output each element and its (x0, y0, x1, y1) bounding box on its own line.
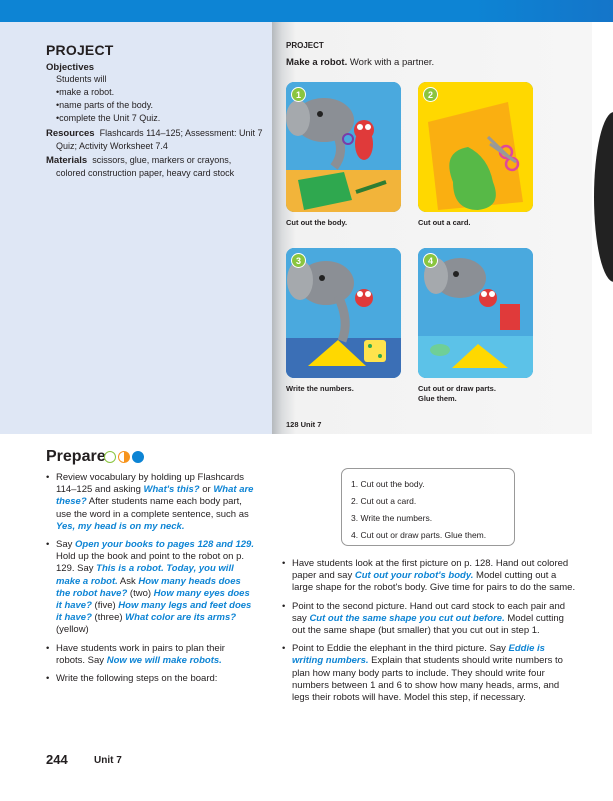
instruction-text: (two) (127, 587, 154, 599)
step-number-badge: 3 (291, 253, 306, 268)
instruction-text: (yellow) (56, 624, 89, 636)
board-step: 1. Cut out the body. (351, 479, 425, 489)
instruction-text: (three) (91, 612, 126, 624)
objectives-list (56, 86, 160, 125)
teacher-script-text: Now we will make robots. (106, 654, 222, 666)
elephant-writing-numbers-illustration (286, 248, 401, 378)
materials (46, 154, 268, 179)
instruction-rest: Work with a partner. (347, 57, 435, 68)
prepare-bullet (282, 601, 578, 638)
resources-text-2: Quiz; Activity Worksheet 7.4 (56, 141, 168, 151)
board-step: 4. Cut out or draw parts. Glue them. (351, 530, 487, 540)
prepare-heading: Prepare (46, 448, 106, 465)
materials-text-2: colored construction paper, heavy card stock (56, 168, 235, 178)
board-steps-box (341, 468, 515, 546)
instruction-text: Ask (117, 575, 139, 587)
picture-panel-1 (286, 82, 401, 212)
teacher-script-text: How many eyes does it have? (56, 587, 250, 612)
step-number-badge: 2 (423, 87, 438, 102)
instruction-text: (five) (91, 600, 119, 612)
objectives-intro: Students will (56, 74, 107, 84)
instruction-text: Model cutting out a large shape for the robot's body. Give time for pairs to do the same. (292, 570, 576, 594)
page-number: 244 (46, 752, 68, 767)
prepare-left-column (46, 472, 254, 691)
teacher-script-text: Open your books to pages 128 and 129. (75, 539, 254, 551)
prepare-bullet (46, 539, 254, 637)
instruction-text: Point to the second picture. Hand out card stock to each pair and say (292, 600, 566, 624)
instruction-text: After students name each body part, use the word in a complete sentence, such as (56, 496, 249, 520)
instruction-bold: Make a robot. (286, 57, 348, 68)
objective-item: • name parts of the body. (56, 99, 160, 112)
instruction-text: or (199, 484, 214, 496)
instruction-text: Explain that students should write numbers to plan how many body parts to include. They should write four numbers between 1 and 6 to show how many heads, arms, and legs their robots will have. Model this step, if necessary. (292, 655, 563, 704)
teacher-script-text: Cut out your robot's body. (354, 570, 474, 582)
teacher-script-text: How many heads does the robot have? (56, 575, 241, 599)
teacher-script-text: How many legs and feet does it have? (56, 600, 252, 624)
teacher-script-text: This is a robot. Today, you will make a robot. (56, 563, 234, 587)
objective-item: • complete the Unit 7 Quiz. (56, 112, 160, 125)
level-dot-half-icon (118, 451, 130, 463)
instruction-text: Have students look at the first picture on p. 128. Hand out colored paper and say (292, 558, 569, 582)
instruction-text: Hold up the book and point to the robot on p. 129. Say (56, 551, 245, 575)
panel-caption-1: Cut out the body. (286, 218, 348, 227)
panel-caption-4-line-1: Cut out or draw parts. (418, 384, 496, 393)
instruction-text: Write the following steps on the board: (56, 673, 218, 685)
prepare-bullet (282, 643, 578, 704)
panel-caption-4 (418, 384, 496, 404)
level-dots (104, 451, 144, 463)
step-number-badge: 1 (291, 87, 306, 102)
resources-text: Flashcards 114–125; Assessment: Unit 7 (99, 128, 263, 138)
prepare-bullet (46, 472, 254, 533)
prepare-right-column (282, 558, 578, 710)
instruction-text: Point to Eddie the elephant in the third picture. Say (292, 643, 509, 655)
picture-panel-4 (418, 248, 533, 378)
project-title: PROJECT (46, 42, 114, 58)
teacher-script-text: What color are its arms? (125, 612, 237, 624)
teacher-script-text: What are these? (56, 484, 254, 508)
instruction-text: Have students work in pairs to plan their robots. Say (56, 642, 225, 666)
cutting-card-illustration (418, 82, 533, 212)
board-step: 3. Write the numbers. (351, 513, 433, 523)
step-number-badge: 4 (423, 253, 438, 268)
instruction-text: Model cutting out the same shape (but smaller) that you cut out in step 1. (292, 612, 564, 637)
cutting-robot-parts-illustration (418, 248, 533, 378)
materials-text: scissors, glue, markers or crayons, (92, 155, 232, 165)
objective-item: • make a robot. (56, 86, 160, 99)
prepare-bullet (282, 558, 578, 595)
panel-caption-3: Write the numbers. (286, 384, 354, 393)
elephant-cutting-body-illustration (286, 82, 401, 212)
book-edge (592, 22, 613, 434)
student-book-page-number: 128 Unit 7 (286, 420, 322, 429)
student-book-heading: PROJECT (286, 41, 324, 50)
instruction-text: Review vocabulary by holding up Flashcards 114–125 and asking (56, 472, 244, 496)
resources-label: Resources (46, 128, 95, 139)
panel-caption-4-line-2: Glue them. (418, 394, 457, 403)
materials-label: Materials (46, 155, 88, 166)
picture-panel-2 (418, 82, 533, 212)
teacher-script-text: Eddie is writing numbers. (292, 643, 545, 667)
prepare-bullet (46, 643, 254, 667)
project-sidebar (0, 22, 272, 434)
top-banner (0, 0, 613, 22)
level-dot-empty-icon (104, 451, 116, 463)
board-step: 2. Cut out a card. (351, 496, 417, 506)
picture-panel-3 (286, 248, 401, 378)
teacher-script-text: Yes, my head is on my neck. (56, 520, 185, 532)
prepare-bullet (46, 673, 254, 685)
instruction-text: Say (56, 539, 76, 551)
student-book-instruction (286, 57, 434, 68)
teacher-script-text: What's this? (143, 484, 200, 496)
teacher-script-text: Cut out the same shape you cut out before. (309, 612, 505, 624)
level-dot-full-icon (132, 451, 144, 463)
unit-label: Unit 7 (94, 755, 122, 766)
resources (46, 127, 268, 152)
panel-caption-2: Cut out a card. (418, 218, 471, 227)
objectives-heading: Objectives (46, 62, 95, 73)
